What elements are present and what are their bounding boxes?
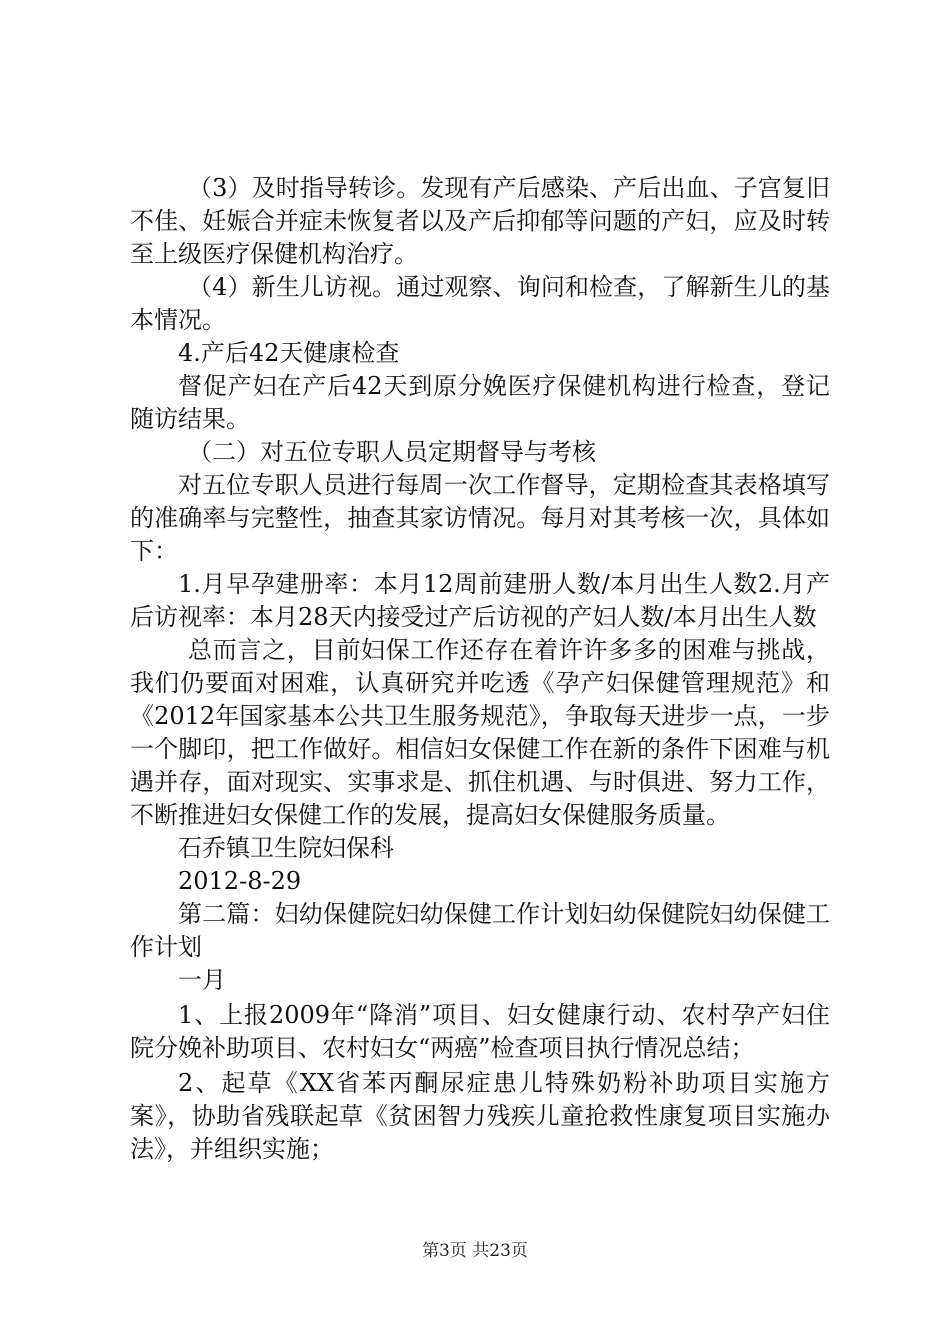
paragraph-newborn-visit: （4）新生儿访视。通过观察、询问和检查，了解新生儿的基本情况。 xyxy=(130,273,830,334)
signature-date: 2012-8-29 xyxy=(178,867,302,895)
heading-postpartum-42-day-check: 4.产后42天健康检查 xyxy=(178,339,400,367)
heading-supervision: （二）对五位专职人员定期督导与考核 xyxy=(188,438,596,466)
heading-part-two: 第二篇：妇幼保健院妇幼保健工作计划妇幼保健院妇幼保健工作计划 xyxy=(130,900,830,961)
list-item-1: 1、上报2009年“降消”项目、妇女健康行动、农村孕产妇住院分娩补助项目、农村妇女“两癌”检查项目执行情况总结； xyxy=(130,1001,830,1062)
signature-department: 石乔镇卫生院妇保科 xyxy=(178,834,394,862)
paragraph-referral: （3）及时指导转诊。发现有产后感染、产后出血、子宫复旧不佳、妊娠合并症未恢复者以及产后抑郁等问题的产妇，应及时转至上级医疗保健机构治疗。 xyxy=(130,174,830,268)
page-footer: 第3页 共23页 xyxy=(422,1241,528,1261)
heading-january: 一月 xyxy=(178,966,226,994)
list-item-2: 2、起草《XX省苯丙酮尿症患儿特殊奶粉补助项目实施方案》，协助省残联起草《贫困智力残疾儿童抢救性康复项目实施办法》，并组织实施； xyxy=(130,1069,830,1163)
paragraph-rates: 1.月早孕建册率：本月12周前建册人数/本月出生人数2.月产后访视率：本月28天内接受过产后访视的产妇人数/本月出生人数 xyxy=(130,570,830,631)
paragraph-postpartum-check: 督促产妇在产后42天到原分娩医疗保健机构进行检查，登记随访结果。 xyxy=(130,372,830,433)
paragraph-summary: 总而言之，目前妇保工作还存在着许许多多的困难与挑战，我们仍要面对困难，认真研究并吃透《孕产妇保健管理规范》和《2012年国家基本公共卫生服务规范》，争取每天进步一点，一步一个脚印，把工作做好。相信妇女保健工作在新的条件下困难与机遇并存，面对现实、实事求是、抓住机遇、与时俱进、努力工作，不断推进妇女保健工作的发展，提高妇女保健服务质量。 xyxy=(130,636,830,829)
document-body xyxy=(130,172,830,1166)
paragraph-supervision: 对五位专职人员进行每周一次工作督导，定期检查其表格填写的准确率与完整性，抽查其家访情况。每月对其考核一次，具体如下： xyxy=(130,471,830,565)
